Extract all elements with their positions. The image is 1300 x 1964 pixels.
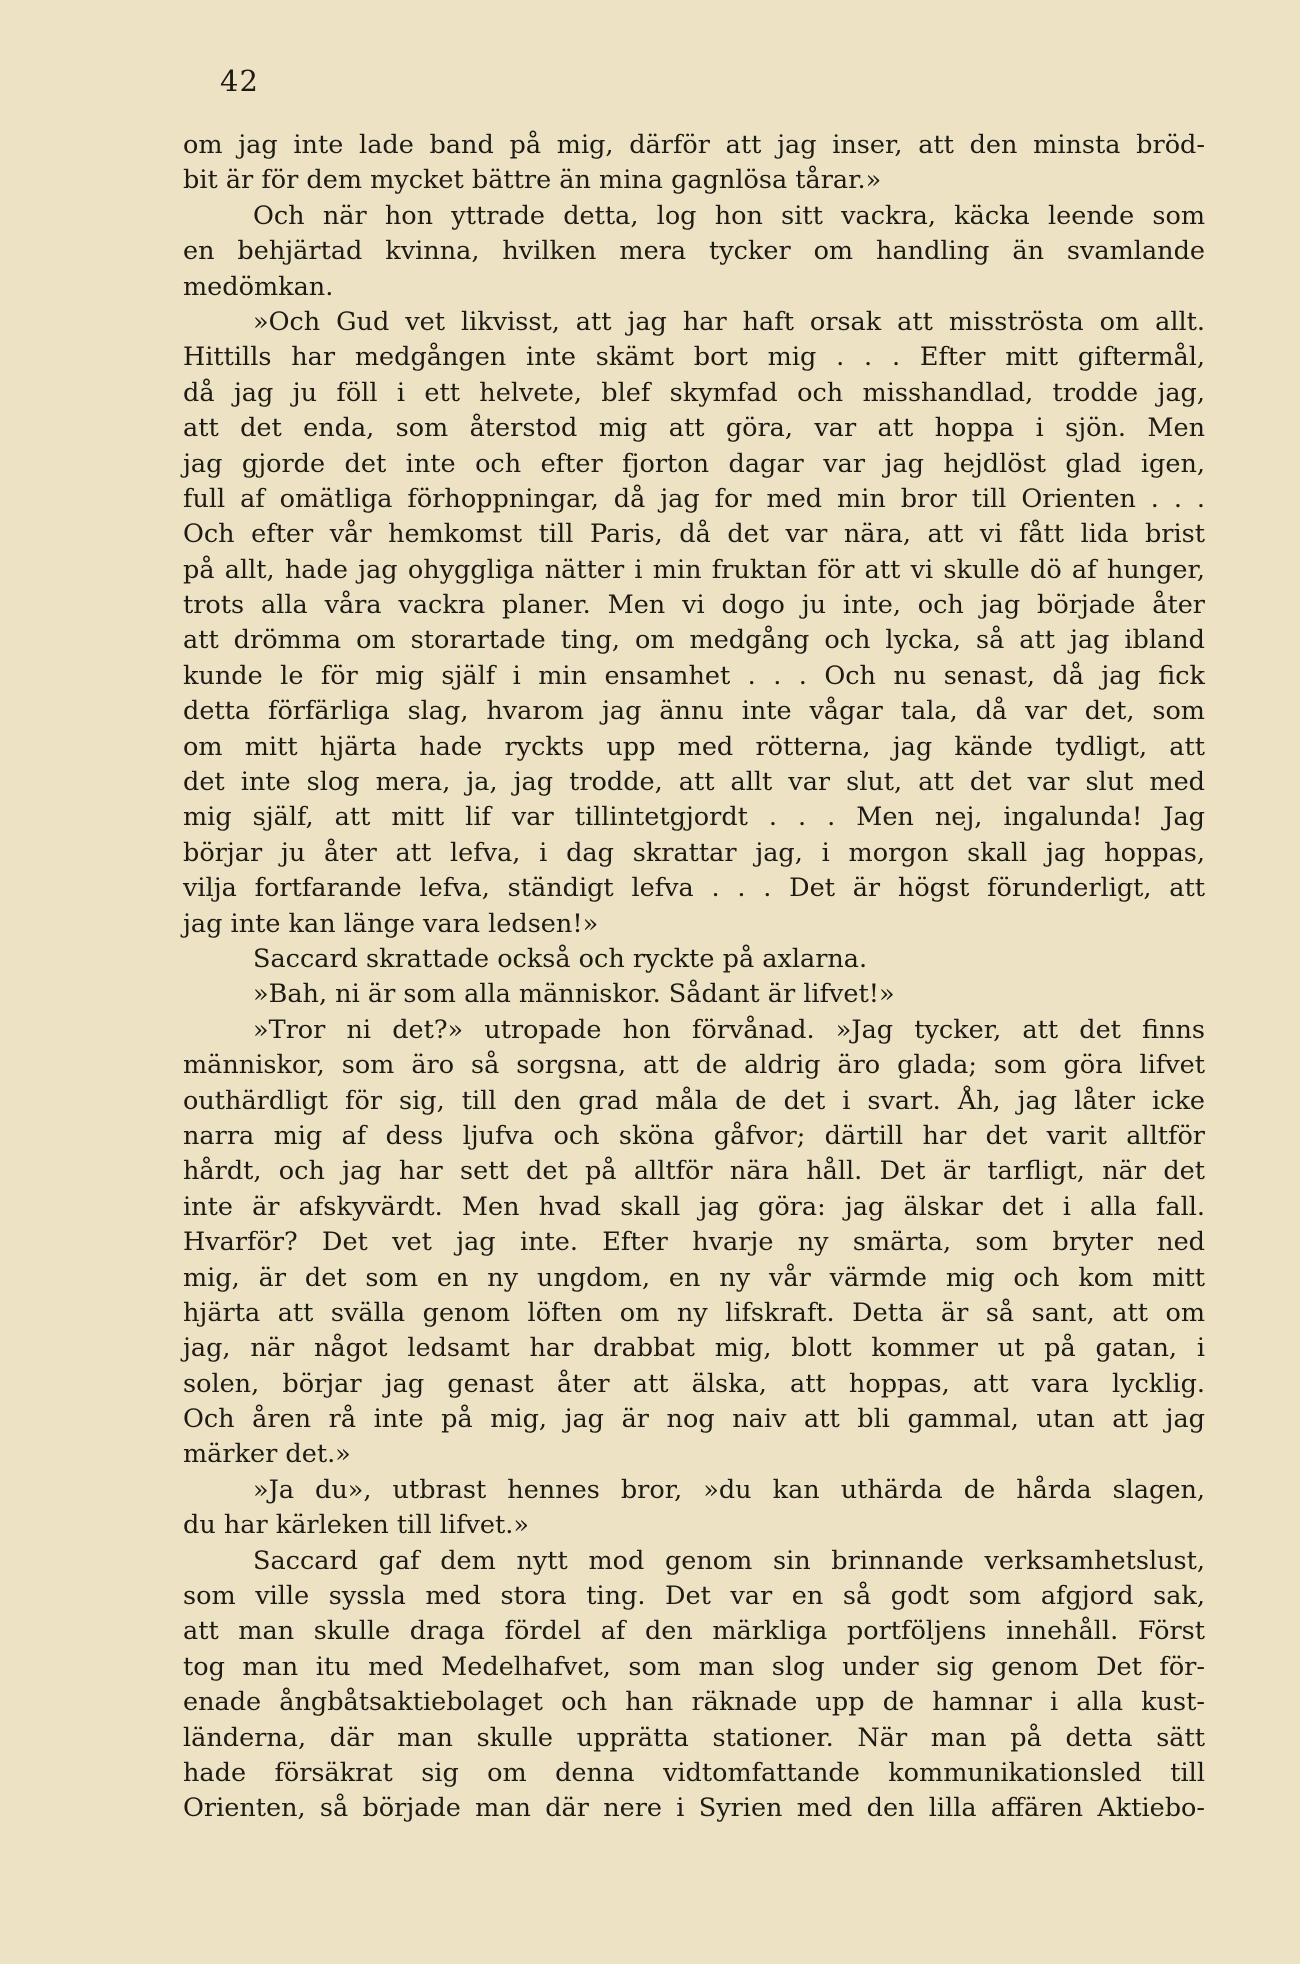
text-line: då jag ju föll i ett helvete, blef skymfad och misshandlad, trodde jag,: [183, 377, 1205, 408]
text-line: jag inte kan länge vara ledsen!»: [183, 908, 599, 939]
text-line: detta förfärliga slag, hvarom jag ännu inte vågar tala, då var det, som: [183, 696, 1205, 727]
text-line: Saccard skrattade också och ryckte på axlarna.: [253, 943, 868, 974]
text-line: inte är afskyvärdt. Men hvad skall jag göra: jag älskar det i alla fall.: [183, 1191, 1205, 1222]
text-line: att man skulle draga fördel af den märkliga portföljens innehåll. Först: [183, 1616, 1205, 1647]
text-line: jag gjorde det inte och efter fjorton dagar var jag hejdlöst glad igen,: [183, 448, 1205, 479]
text-line: mig själf, att mitt lif var tillintetgjordt . . . Men nej, ingalunda! Jag: [183, 802, 1205, 833]
text-line: outhärdligt för sig, till den grad måla de det i svart. Åh, jag låter icke: [183, 1085, 1205, 1116]
text-line: en behjärtad kvinna, hvilken mera tycker om handling än svamlande: [183, 236, 1205, 267]
text-line: om mitt hjärta hade ryckts upp med rötterna, jag kände tydligt, att: [183, 731, 1205, 762]
text-line: Orienten, så började man där nere i Syrien med den lilla affären Aktiebo-: [183, 1793, 1205, 1824]
text-line: som ville syssla med stora ting. Det var en så godt som afgjord sak,: [183, 1581, 1205, 1612]
text-line: tog man itu med Medelhafvet, som man slog under sig genom Det för-: [183, 1651, 1205, 1682]
text-line: Hvarför? Det vet jag inte. Efter hvarje ny smärta, som bryter ned: [183, 1227, 1205, 1258]
text-line: Och åren rå inte på mig, jag är nog naiv att bli gammal, utan att jag: [183, 1404, 1205, 1435]
page-number: 42: [220, 64, 259, 98]
text-line: jag, när något ledsamt har drabbat mig, blott kommer ut på gatan, i: [183, 1333, 1205, 1364]
text-line: Saccard gaf dem nytt mod genom sin brinnande verksamhetslust,: [253, 1545, 1205, 1576]
text-line: mig, är det som en ny ungdom, en ny vår värmde mig och kom mitt: [183, 1262, 1205, 1293]
text-line: hade försäkrat sig om denna vidtomfattande kommunikationsled till: [183, 1757, 1205, 1788]
text-line: det inte slog mera, ja, jag trodde, att allt var slut, att det var slut med: [183, 767, 1205, 798]
text-line: hårdt, och jag har sett det på alltför nära håll. Det är tarfligt, när det: [183, 1156, 1205, 1187]
text-line: börjar ju åter att lefva, i dag skrattar jag, i morgon skall jag hoppas,: [183, 837, 1205, 868]
text-line: medömkan.: [183, 271, 334, 302]
text-line: Och efter vår hemkomst till Paris, då det var nära, att vi fått lida brist: [183, 519, 1205, 550]
text-line: att drömma om storartade ting, om medgång och lycka, så att jag ibland: [183, 625, 1205, 656]
text-line: länderna, där man skulle upprätta stationer. När man på detta sätt: [183, 1722, 1205, 1753]
text-line: Hittills har medgången inte skämt bort mig . . . Efter mitt giftermål,: [183, 342, 1205, 373]
text-line: »Bah, ni är som alla människor. Sådant är lifvet!»: [253, 979, 895, 1010]
text-line: kunde le för mig själf i min ensamhet . . . Och nu senast, då jag fick: [183, 660, 1205, 691]
text-line: »Och Gud vet likvisst, att jag har haft orsak att misströsta om allt.: [253, 306, 1205, 337]
text-line: att det enda, som återstod mig att göra, var att hoppa i sjön. Men: [183, 413, 1205, 444]
text-line: vilja fortfarande lefva, ständigt lefva . . . Det är högst förunderligt, att: [183, 873, 1205, 904]
text-line: narra mig af dess ljufva och sköna gåfvor; därtill har det varit alltför: [183, 1120, 1205, 1151]
text-line: »Tror ni det?» utropade hon förvånad. »Jag tycker, att det finns: [253, 1014, 1205, 1045]
text-line: människor, som äro så sorgsna, att de aldrig äro glada; som göra lifvet: [183, 1050, 1205, 1081]
text-line: enade ångbåtsaktiebolaget och han räknade upp de hamnar i alla kust-: [183, 1687, 1205, 1718]
text-line: du har kärleken till lifvet.»: [183, 1510, 529, 1541]
text-line: Och när hon yttrade detta, log hon sitt vackra, käcka leende som: [253, 200, 1205, 231]
text-line: trots alla våra vackra planer. Men vi dogo ju inte, och jag började åter: [183, 590, 1205, 621]
text-line: hjärta att svälla genom löften om ny lifskraft. Detta är så sant, att om: [183, 1297, 1205, 1328]
text-line: om jag inte lade band på mig, därför att jag inser, att den minsta bröd-: [183, 130, 1205, 160]
text-line: »Ja du», utbrast hennes bror, »du kan uthärda de hårda slagen,: [253, 1474, 1205, 1505]
text-line: bit är för dem mycket bättre än mina gagnlösa tårar.»: [183, 165, 882, 196]
text-line: full af omätliga förhoppningar, då jag for med min bror till Orienten . . .: [183, 483, 1205, 514]
body-text: [183, 128, 1205, 1827]
text-line: solen, börjar jag genast åter att älska, att hoppas, att vara lycklig.: [183, 1368, 1205, 1399]
text-line: på allt, hade jag ohyggliga nätter i min fruktan för att vi skulle dö af hunger,: [183, 554, 1205, 585]
text-line: märker det.»: [183, 1439, 351, 1470]
